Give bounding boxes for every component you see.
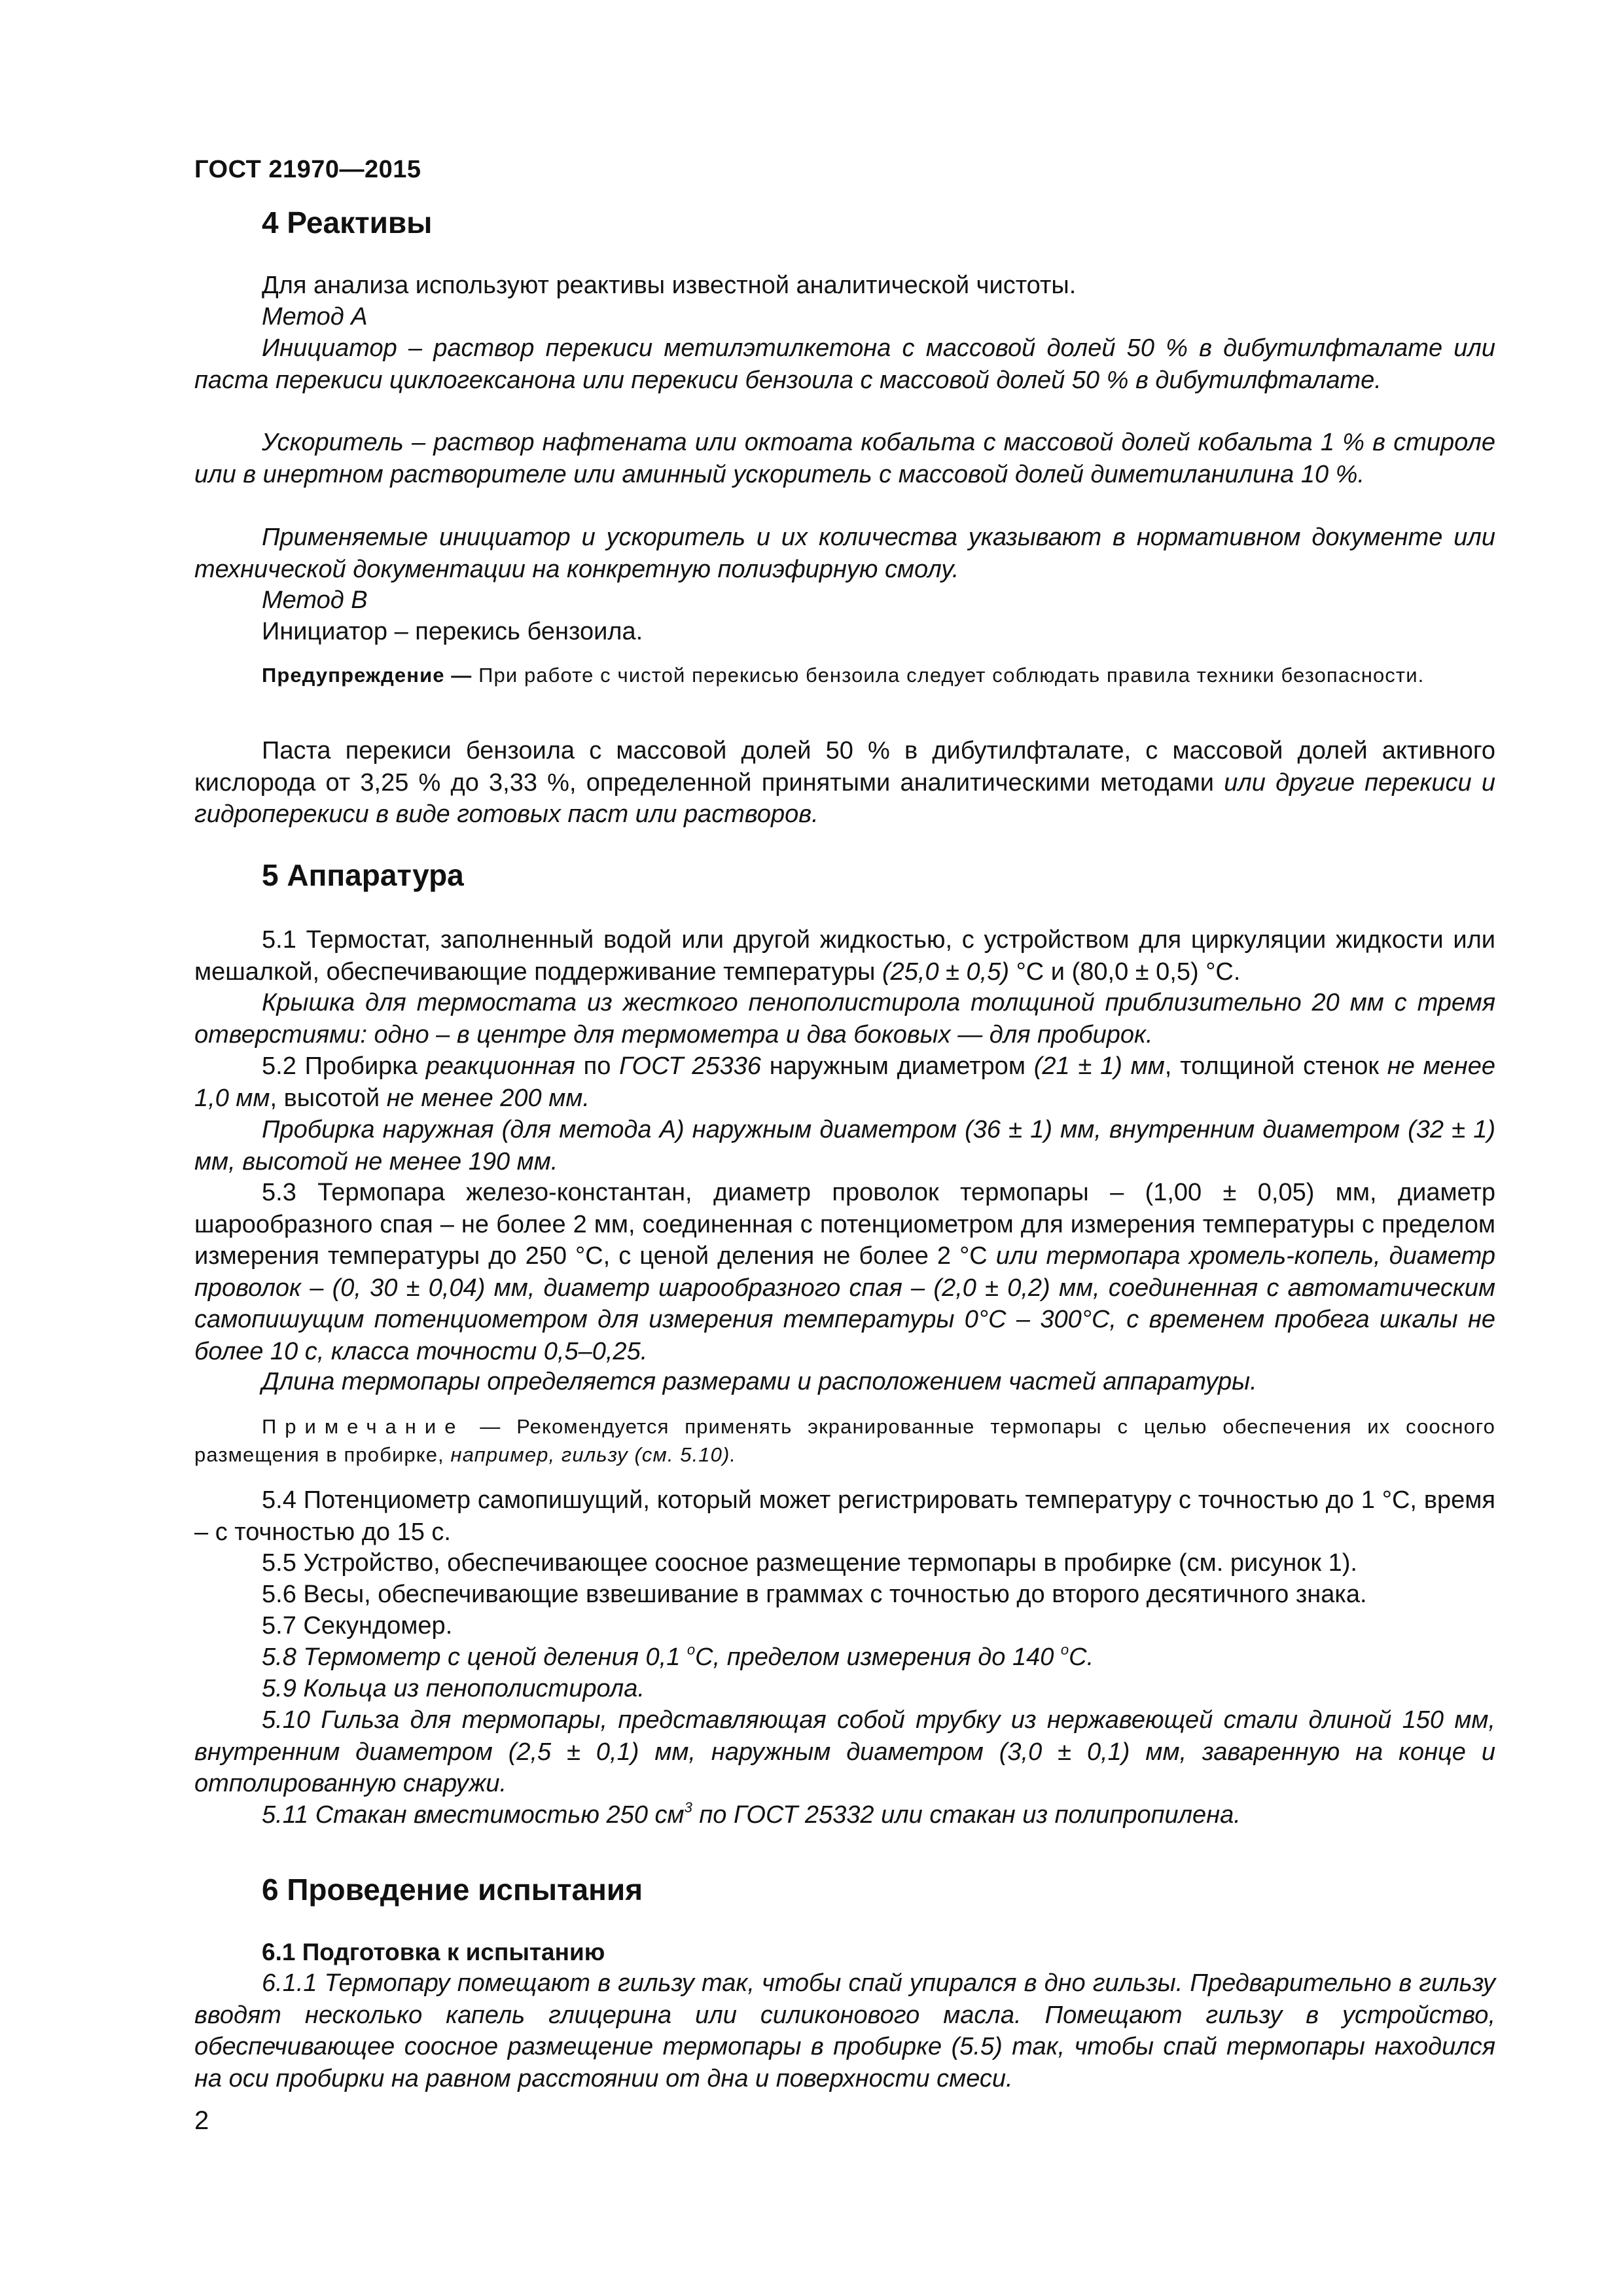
method-a-label: Метод А	[262, 303, 368, 331]
accelerator-text: Ускоритель – раствор нафтената или октоата кобальта с массовой долей кобальта 1 % в стироле или в инертном растворителе или аминный ускоритель с массовой долей диметиланилина 10 %.	[194, 429, 1495, 488]
thermocouple-length-text: Длина термопары определяется размерами и расположением частей аппаратуры.	[262, 1368, 1257, 1395]
item-5-9: 5.9 Кольца из пенополистирола.	[262, 1675, 645, 1702]
note-block	[194, 1412, 1495, 1469]
item-5-1-text: 5.1 Термостат, заполненный водой или другой жидкостью, с устройством для циркуляции жидкости или мешалкой, обеспечивающие поддерживание температуры	[194, 926, 1495, 986]
item-5-10: 5.10 Гильза для термопары, представляющая собой трубку из нержавеющей стали длиной 150 мм, внутренним диаметром (2,5 ± 0,1) мм, наружным диаметром (3,0 ± 0,1) мм, заваренную на конце и отполированную снаружи.	[194, 1706, 1495, 1797]
item-6-1-1: 6.1.1 Термопару помещают в гильзу так, чтобы спай упирался в дно гильзы. Предварительно в гильзу вводят несколько капель глицерина или силиконового масла. Помещают гильзу в устройство, обеспечивающее соосное размещение термопары в пробирке (5.5) так, чтобы спай термопары находился на оси пробирки на равном расстоянии от дна и поверхности смеси.	[194, 1969, 1495, 2092]
item-5-1-temp: (25,0 ± 0,5)	[882, 958, 1010, 986]
safety-warning	[194, 661, 1495, 689]
section-4-title: 4 Реактивы	[262, 206, 433, 240]
paste-text: Паста перекиси бензоила с массовой долей 50 % в дибутилфталате, с массовой долей активного кислорода от 3,25 % до 3,33 %, определенной принятыми аналитическими методами	[194, 737, 1495, 797]
item-5-2-g: , толщиной стенок	[1164, 1052, 1387, 1080]
item-5-3-a: 5.3 Термопара железо-константан, диаметр проволок термопары – (1,00 ± 0,05) мм, диаметр шарообразного спая – не более 2 мм, соединенная с потенциометром для измерения температуры с пределом измерения температуры до 250 °С, с ценой деления не более 2 °С	[194, 1179, 1495, 1270]
note-italic: например, гильзу (см. 5.10).	[450, 1443, 737, 1466]
initiator-b-text: Инициатор – перекись бензоила.	[262, 618, 643, 645]
note-text: — Рекомендуется применять экранированные термопары с целью обеспечения их соосного размещения в пробирке,	[194, 1415, 1495, 1466]
item-5-4: 5.4 Потенциометр самопишущий, который может регистрировать температуру с точностью до 1 °С, время – с точностью до 15 с.	[194, 1486, 1495, 1546]
item-5-1-tail: °С и (80,0 ± 0,5) °С.	[1009, 958, 1241, 986]
thermostat-lid-text: Крышка для термостата из жесткого пенополистирола толщиной приблизительно 20 мм с тремя отверстиями: одно – в центре для термометра и два боковых — для пробирок.	[194, 989, 1495, 1049]
item-5-11-b: по ГОСТ 25332 или стакан из полипропилена.	[692, 1801, 1241, 1829]
item-5-8-a: 5.8 Термометр с ценой деления 0,1	[262, 1643, 687, 1671]
section-6-title: 6 Проведение испытания	[262, 1873, 643, 1907]
item-5-8	[194, 1641, 1495, 1674]
item-5-2-e: наружным диаметром	[760, 1052, 1034, 1080]
document-code: ГОСТ 21970—2015	[194, 156, 421, 183]
item-5-2-h: не менее 1,0 мм	[194, 1052, 1495, 1112]
reagents-intro: Для анализа используют реактивы известной аналитической чистоты.	[262, 272, 1077, 299]
item-5-1	[194, 924, 1495, 988]
note-label: Примечание	[262, 1415, 465, 1438]
initiator-a-text: Инициатор – раствор перекиси метилэтилкетона с массовой долей 50 % в дибутилфталате или паста перекиси циклогексанона или перекиси бензоила с массовой долей 50 % в дибутилфталате.	[194, 334, 1495, 394]
item-5-5: 5.5 Устройство, обеспечивающее соосное размещение термопары в пробирке (см. рисунок 1).	[262, 1549, 1357, 1577]
item-5-8-b: С, пределом измерения до 140	[695, 1643, 1061, 1671]
warning-label: Предупреждение —	[262, 664, 473, 687]
item-5-2	[194, 1050, 1495, 1114]
benzoyl-paste-text	[194, 735, 1495, 831]
item-5-2-a: 5.2 Пробирка	[262, 1052, 426, 1080]
item-5-2-f: (21 ± 1) мм	[1033, 1052, 1165, 1080]
item-5-6: 5.6 Весы, обеспечивающие взвешивание в граммах с точностью до второго десятичного знака.	[262, 1581, 1367, 1608]
subsection-6-1-title: 6.1 Подготовка к испытанию	[262, 1939, 605, 1965]
item-5-11-a: 5.11 Стакан вместимостью 250 см	[262, 1801, 685, 1829]
item-5-11	[194, 1799, 1495, 1831]
item-5-3	[194, 1177, 1495, 1367]
item-5-8-c: С.	[1069, 1643, 1094, 1671]
item-5-2-d: ГОСТ 25336	[619, 1052, 761, 1080]
degree-sign-2: о	[1060, 1641, 1069, 1658]
method-b-label: Метод В	[262, 586, 368, 614]
item-5-3-b: или термопара хромель-копель, диаметр проволок – (0, 30 ± 0,04) мм, диаметр шарообразного спая – (2,0 ± 0,2) мм, соединенная с автоматическим самопишущим потенциометром для измерения температуры 0°С – 300°С, с временем пробега шкалы не более 10 с, класса точности 0,5–0,25.	[194, 1242, 1495, 1365]
item-5-2-j: не менее 200 мм.	[386, 1084, 590, 1112]
applied-reagents-text: Применяемые инициатор и ускоритель и их количества указывают в нормативном документе или технической документации на конкретную полиэфирную смолу.	[194, 524, 1495, 583]
warning-text: При работе с чистой перекисью бензоила следует соблюдать правила техники безопасности.	[472, 664, 1425, 687]
cubic-superscript: 3	[684, 1799, 692, 1816]
paste-italic: или другие перекиси и гидроперекиси в виде готовых паст или растворов.	[194, 768, 1496, 828]
item-5-7: 5.7 Секундомер.	[262, 1612, 453, 1640]
section-5-title: 5 Аппаратура	[262, 858, 464, 892]
page-number: 2	[194, 2106, 209, 2135]
degree-sign-1: о	[687, 1641, 696, 1658]
item-5-2-b: реакционная	[425, 1052, 575, 1080]
item-5-2-c: по	[575, 1052, 620, 1080]
outer-tube-text: Пробирка наружная (для метода А) наружным диаметром (36 ± 1) мм, внутренним диаметром (32 ± 1) мм, высотой не менее 190 мм.	[194, 1116, 1495, 1175]
item-5-2-i: , высотой	[270, 1084, 387, 1112]
